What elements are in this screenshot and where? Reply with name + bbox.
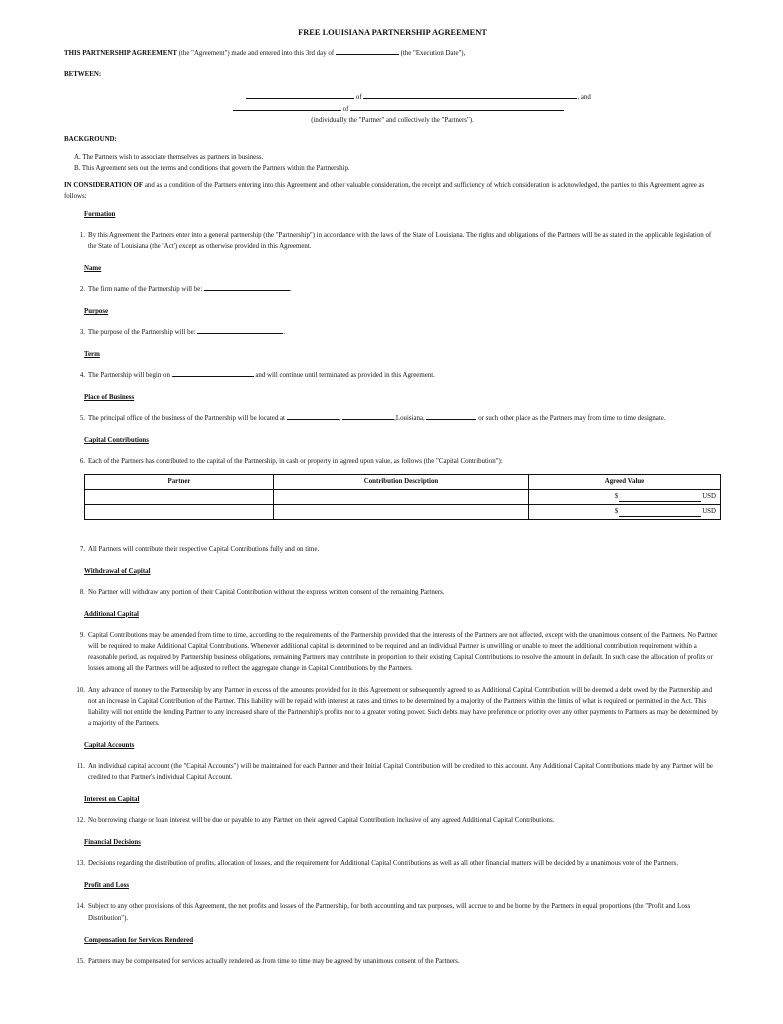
- clause-15: [74, 956, 721, 967]
- start-date-blank: [172, 370, 254, 377]
- header-agreed-value: Agreed Value: [529, 474, 721, 489]
- clause-text: By this Agreement the Partners enter into a general partnership (the "Partnership") in accordance with the laws of the State of Louisiana. The rights and obligations of the Partners will be as stated in the applicable legislation of the State of Louisiana (the 'Act') except as otherwise provided in this Agreement.: [88, 231, 712, 250]
- between-heading: BETWEEN:: [64, 71, 102, 79]
- clause-12: [74, 815, 721, 826]
- clause-3: [74, 327, 721, 338]
- background-item-b: B. This Agreement sets out the terms and conditions that govern the Partners within the Partnership.: [74, 164, 350, 172]
- amount-blank: [619, 494, 701, 502]
- section-compensation: Compensation for Services Rendered: [84, 936, 194, 944]
- party-2-name-blank: [233, 103, 341, 111]
- table-header-row: [85, 474, 721, 489]
- clause-number: 15.: [76, 957, 85, 965]
- cell-partner: [85, 489, 274, 504]
- amount-blank: [619, 509, 701, 517]
- clause-text: Decisions regarding the distribution of profits, allocation of losses, and the requirement for Additional Capital Contributions as well as all other financial matters will be decided by a unanimous vote of the Partners.: [88, 860, 678, 868]
- clause-number: 9.: [79, 631, 85, 639]
- clause-5: [74, 413, 721, 424]
- background-list: [64, 152, 721, 174]
- clause-number: 1.: [79, 231, 85, 239]
- section-place-of-business: Place of Business: [84, 394, 135, 402]
- party-line-2: [76, 103, 721, 115]
- clause-number: 8.: [79, 588, 85, 596]
- clause-text-end: .: [283, 329, 286, 337]
- header-partner: Partner: [85, 474, 274, 489]
- clause-text: Capital Contributions may be amended from time to time, according to the requirements of the Partnership provided that the interests of the Partners are not affected, except with the unanimous consent of the Partners. No Partner will be required to make Additional Capital Contributions. Whenever additional capital is determined to be required and an individual Partner is unwilling or unable to meet the additional contribution requirement within a reasonable period, as required by Partnership business obligations, remaining Partners may contribute in proportion to their existing Capital Contributions to resolve the amount in default. In such case the allocation of profits or losses among all the Partners will be adjusted to reflect the aggregate change in Capital Contributions by the Partners.: [88, 631, 718, 672]
- street-blank: [287, 413, 339, 420]
- currency-unit: USD: [702, 492, 716, 500]
- clause-text: No borrowing charge or loan interest will be due or payable to any Partner on their agreed Capital Contribution inclusive of any agreed Additional Capital Contributions.: [88, 817, 555, 825]
- parties-collective: (individually the "Partner" and collectively the "Partners").: [311, 116, 474, 124]
- execution-date-blank: [336, 48, 399, 55]
- clause-text: The purpose of the Partnership will be:: [88, 329, 198, 337]
- clause-13: [74, 858, 721, 869]
- clause-text: Each of the Partners has contributed to the capital of the Partnership, in cash or property in agreed upon value, as follows (the "Capital Contribution"):: [88, 458, 503, 466]
- section-interest-on-capital: Interest on Capital: [84, 796, 140, 804]
- party-line-1: [116, 91, 721, 103]
- clause-number: 2.: [79, 286, 85, 294]
- city-blank: [342, 413, 394, 420]
- cell-description: [274, 489, 529, 504]
- clause-text-end: and will continue until terminated as provided in this Agreement.: [253, 372, 435, 380]
- capital-contribution-table: [84, 474, 721, 520]
- currency-unit: USD: [702, 507, 716, 515]
- cell-description: [274, 504, 529, 519]
- clause-number: 7.: [79, 545, 85, 553]
- clause-text: The firm name of the Partnership will be:: [88, 286, 204, 294]
- cell-agreed-value: [529, 504, 721, 519]
- clause-number: 3.: [79, 329, 85, 337]
- section-purpose: Purpose: [84, 308, 109, 316]
- section-financial-decisions: Financial Decisions: [84, 839, 141, 847]
- section-capital-contributions: Capital Contributions: [84, 437, 149, 445]
- clause-10: [74, 685, 721, 729]
- consideration-text: and as a condition of the Partners entering into this Agreement and other valuable consideration, the receipt and sufficiency of which consideration is acknowledged, the parties to this Agreement agree as follows:: [64, 181, 705, 200]
- clause-2: [74, 284, 721, 295]
- clause-text: The principal office of the business of the Partnership will be located at: [88, 415, 287, 423]
- table-row: [85, 504, 721, 519]
- clause-1: [74, 230, 721, 252]
- clause-6: [74, 456, 721, 467]
- intro-text-1: (the "Agreement") made and entered into this 3rd day of: [176, 50, 336, 58]
- section-formation: Formation: [84, 210, 116, 218]
- clause-number: 12.: [76, 817, 85, 825]
- cell-partner: [85, 504, 274, 519]
- consideration-paragraph: [64, 180, 721, 202]
- party-2-address-blank: [350, 103, 564, 111]
- clause-14: [74, 901, 721, 923]
- table-row: [85, 489, 721, 504]
- section-term: Term: [84, 351, 100, 359]
- currency-symbol: $: [614, 507, 619, 515]
- cell-agreed-value: [529, 489, 721, 504]
- party-1-name-blank: [246, 91, 354, 99]
- purpose-blank: [197, 327, 286, 337]
- consideration-bold: IN CONSIDERATION OF: [64, 181, 144, 189]
- background-heading: BACKGROUND:: [64, 135, 117, 143]
- party-1-address-blank: [363, 91, 577, 99]
- clause-11: [74, 761, 721, 783]
- clause-number: 11.: [76, 763, 85, 771]
- currency-symbol: $: [614, 492, 619, 500]
- clause-8: [74, 587, 721, 598]
- clause-number: 5.: [79, 415, 85, 423]
- clause-9: [74, 630, 721, 674]
- section-additional-capital: Additional Capital: [84, 610, 139, 618]
- parties-block: [64, 91, 721, 126]
- section-withdrawal: Withdrawal of Capital: [84, 567, 151, 575]
- zip-blank: [426, 413, 476, 420]
- document-title: FREE LOUISIANA PARTNERSHIP AGREEMENT: [298, 28, 487, 37]
- intro-paragraph: [64, 48, 721, 59]
- clause-state: ,Louisiana,: [394, 415, 427, 423]
- clause-4: [74, 370, 721, 381]
- party-and: , and: [577, 93, 591, 101]
- clause-text: Subject to any other provisions of this Agreement, the net profits and losses of the Partnership, for both accounting and tax purposes, will accrue to and be borne by the Partners in equal proportions (the "Profit and Loss Distribution").: [88, 903, 691, 922]
- firm-name-blank: [204, 284, 292, 294]
- clause-text: No Partner will withdraw any portion of their Capital Contribution without the express written consent of the remaining Partners.: [88, 588, 445, 596]
- party-2-of: of: [342, 105, 349, 113]
- clause-text: The Partnership will begin on: [88, 372, 172, 380]
- section-capital-accounts: Capital Accounts: [84, 742, 135, 750]
- background-item-a: A. The Partners wish to associate themselves as partners in business.: [74, 153, 264, 161]
- clause-comma: ,: [338, 415, 343, 423]
- clause-number: 10.: [76, 686, 85, 694]
- clause-text: Partners may be compensated for services actually rendered as from time to time may be agreed by unanimous consent of the Partners.: [88, 957, 460, 965]
- clause-number: 4.: [79, 372, 85, 380]
- clause-text-end: .: [289, 286, 292, 294]
- clause-text: All Partners will contribute their respective Capital Contributions fully and on time.: [88, 545, 320, 553]
- party-1-of: of: [355, 93, 362, 101]
- header-description: Contribution Description: [274, 474, 529, 489]
- clause-text-end: or such other place as the Partners may from time to time designate.: [476, 415, 666, 423]
- clause-text: Any advance of money to the Partnership by any Partner in excess of the amounts provided for in this Agreement or subsequently agreed to as Additional Capital Contribution will be deemed a debt owed by the Partnership and not an increase in Capital Contribution of the Partner. This liability will be repaid with interest at rates and times to be determined by a majority of the Partners within the limits of what is required or permitted in the Act. This liability will not entitle the lending Partner to any increased share of the Partnership's profits nor to a greater voting power. Such debts may have preference or priority over any other payments to Partners as may be determined by a majority of the Partners.: [88, 686, 719, 728]
- intro-bold: THIS PARTNERSHIP AGREEMENT: [64, 50, 177, 58]
- intro-text-2: (the "Execution Date"),: [398, 50, 466, 58]
- clause-number: 6.: [79, 458, 85, 466]
- clause-text: An individual capital account (the "Capital Accounts") will be maintained for each Partner and their Initial Capital Contribution will be credited to this account. Any Additional Capital Contributions made by any Partner will be credited to that Partner's individual Capital Account.: [88, 763, 713, 782]
- clause-number: 14.: [76, 903, 85, 911]
- section-profit-and-loss: Profit and Loss: [84, 882, 130, 890]
- section-name: Name: [84, 265, 102, 273]
- clause-7: [74, 544, 721, 555]
- clause-number: 13.: [76, 860, 85, 868]
